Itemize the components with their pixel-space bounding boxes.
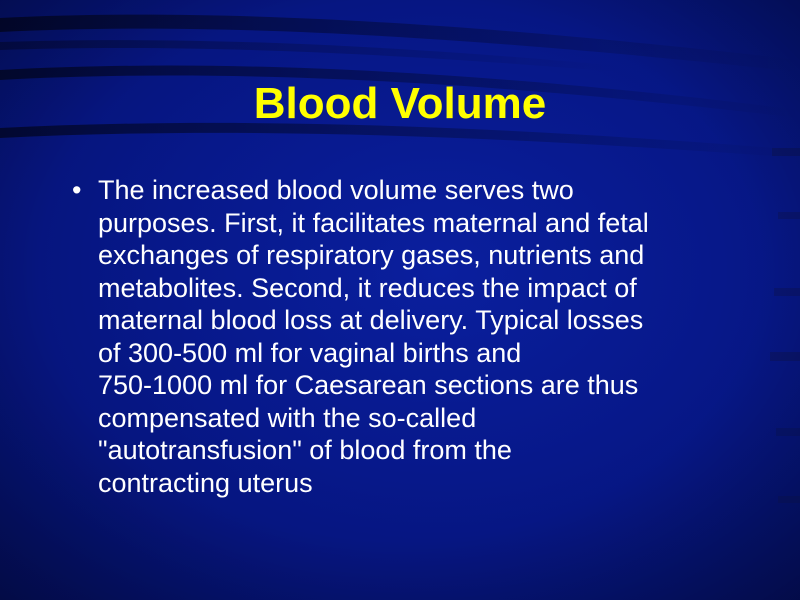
bullet-line: exchanges of respiratory gases, nutrients and (98, 240, 645, 270)
bullet-line: maternal blood loss at delivery. Typical losses (98, 305, 644, 335)
bullet-line: purposes. First, it facilitates maternal and fetal (98, 207, 649, 238)
bullet-line: The increased blood volume serves two (98, 175, 574, 205)
bullet-line: compensated with the so-called (98, 402, 477, 433)
bullet-line: 750-1000 ml for Caesarean sections are thus (98, 370, 639, 400)
bullet-line: contracting uterus (98, 467, 313, 498)
slide-title: Blood Volume (253, 79, 547, 128)
bullet-item (68, 174, 748, 499)
bullet-line: "autotransfusion" of blood from the (98, 435, 512, 465)
bullet-line: metabolites. Second, it reduces the impact of (98, 272, 637, 303)
bullet-line: of 300-500 ml for vaginal births and (98, 337, 522, 368)
bullet-list (68, 174, 748, 499)
bullet-icon: • (72, 175, 82, 205)
